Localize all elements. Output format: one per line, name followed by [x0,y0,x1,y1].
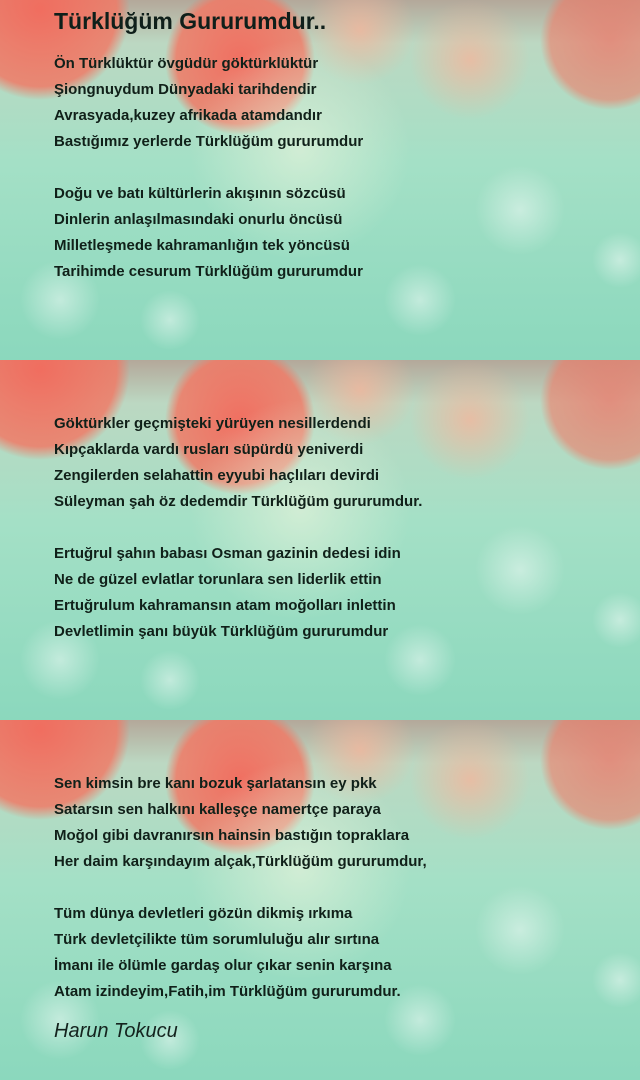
poem-line: Türk devletçilikte tüm sorumluluğu alır sırtına [54,931,380,948]
poem-line: Devletlimin şanı büyük Türklüğüm gururumdur [54,623,389,640]
poem-line: Süleyman şah öz dedemdir Türklüğüm gururumdur. [54,493,423,510]
stanza-2 [54,181,363,285]
poem-line: Avrasyada,kuzey afrikada atamdandır [54,107,322,124]
poem-author: Harun Tokucu [54,1020,178,1042]
poem-line: Tüm dünya devletleri gözün dikmiş ırkıma [54,905,353,922]
poem-line: Şiongnuydum Dünyadaki tarihdendir [54,81,317,98]
poem-line: Moğol gibi davranırsın hainsin bastığın topraklara [54,827,410,844]
poem-line: Milletleşmede kahramanlığın tek yöncüsü [54,237,350,254]
poem-line: İmanı ile ölümle gardaş olur çıkar senin karşına [54,957,392,974]
stanza-5 [54,771,427,875]
poem-line: Satarsın sen halkını kalleşçe namertçe paraya [54,801,381,818]
poem-line: Ne de güzel evlatlar torunlara sen liderlik ettin [54,571,382,588]
poem-line: Kıpçaklarda vardı rusları süpürdü yeniverdi [54,441,364,458]
poem-line: Doğu ve batı kültürlerin akışının sözcüsü [54,185,346,202]
poem-line: Ertuğrulum kahramansın atam moğolları inlettin [54,597,396,614]
stanza-4 [54,541,401,645]
poem-line: Dinlerin anlaşılmasındaki onurlu öncüsü [54,211,343,228]
poem-line: Göktürkler geçmişteki yürüyen nesillerdendi [54,415,371,432]
poem-line: Atam izindeyim,Fatih,im Türklüğüm gururumdur. [54,983,401,1000]
poem-line: Zengilerden selahattin eyyubi haçlıları devirdi [54,467,380,484]
poem-line: Her daim karşındayım alçak,Türklüğüm gururumdur, [54,853,427,870]
stanza-6 [54,901,401,1005]
poem-line: Ertuğrul şahın babası Osman gazinin dedesi idin [54,545,401,562]
poem-line: Tarihimde cesurum Türklüğüm gururumdur [54,263,363,280]
background-panel-2 [0,360,640,720]
stanza-3 [54,411,422,515]
background-panel-1 [0,0,640,360]
stanza-1 [54,51,363,155]
poem-line: Sen kimsin bre kanı bozuk şarlatansın ey pkk [54,775,377,792]
poem-title: Türklüğüm Gururumdur.. [54,8,327,34]
poem-line: Bastığımız yerlerde Türklüğüm gururumdur [54,133,364,150]
poem-line: Ön Türklüktür övgüdür göktürklüktür [54,55,319,72]
